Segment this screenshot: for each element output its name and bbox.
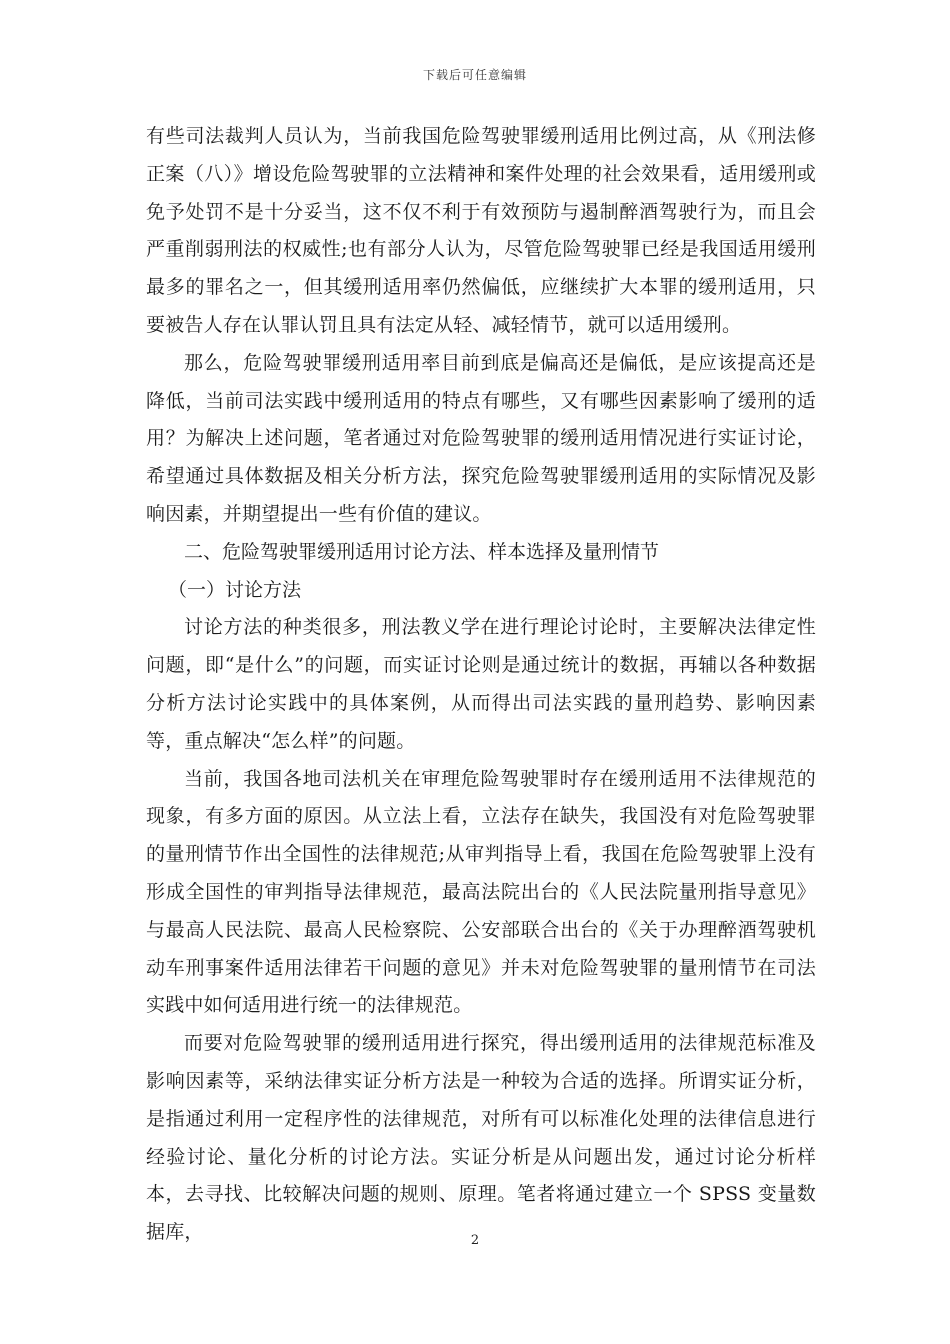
section-heading-2: 二、危险驾驶罪缓刑适用讨论方法、样本选择及量刑情节 bbox=[184, 540, 660, 563]
paragraph-1: 有些司法裁判人员认为，当前我国危险驾驶罪缓刑适用比例过高，从《刑法修正案（八）》增设危险驾驶罪的立法精神和案件处理的社会效果看，适用缓刑或免予处罚不是十分妥当，这不仅不利于有效预防与遏制醉酒驾驶行为，而且会严重削弱刑法的权威性;也有部分人认为，尽管危险驾驶罪已经是我国适用缓刑最多的罪名之一，但其缓刑适用率仍然偏低，应继续扩大本罪的缓刑适用，只要被告人存在认罪认罚且具有法定从轻、减轻情节，就可以适用缓刑。 bbox=[146, 125, 816, 336]
paragraph-4: 当前，我国各地司法机关在审理危险驾驶罪时存在缓刑适用不法律规范的现象，有多方面的原因。从立法上看，立法存在缺失，我国没有对危险驾驶罪的量刑情节作出全国性的法律规范;从审判指导上看，我国在危险驾驶罪上没有形成全国性的审判指导法律规范，最高法院出台的《人民法院量刑指导意见》与最高人民法院、最高人民检察院、公安部联合出台的《关于办理醉酒驾驶机动车刑事案件适用法律若干问题的意见》并未对危险驾驶罪的量刑情节在司法实践中如何适用进行统一的法律规范。 bbox=[146, 767, 816, 1017]
paragraph-2: 那么，危险驾驶罪缓刑适用率目前到底是偏高还是偏低，是应该提高还是降低，当前司法实践中缓刑适用的特点有哪些，又有哪些因素影响了缓刑的适用？为解决上述问题，笔者通过对危险驾驶罪的缓刑适用情况进行实证讨论，希望通过具体数据及相关分析方法，探究危险驾驶罪缓刑适用的实际情况及影响因素，并期望提出一些有价值的建议。 bbox=[146, 351, 816, 525]
paragraph-3: 讨论方法的种类很多，刑法教义学在进行理论讨论时，主要解决法律定性问题，即“是什么”的问题，而实证讨论则是通过统计的数据，再辅以各种数据分析方法讨论实践中的具体案例，从而得出司法实践的量刑趋势、影响因素等，重点解决“怎么样”的问题。 bbox=[146, 616, 816, 752]
document-body bbox=[146, 118, 816, 1252]
page-header-note: 下载后可任意编辑 bbox=[422, 68, 527, 82]
subsection-heading-2-1: （一）讨论方法 bbox=[168, 578, 302, 601]
paragraph-5: 而要对危险驾驶罪的缓刑适用进行探究，得出缓刑适用的法律规范标准及影响因素等，采纳法律实证分析方法是一种较为合适的选择。所谓实证分析，是指通过利用一定程序性的法律规范，对所有可以标准化处理的法律信息进行经验讨论、量化分析的讨论方法。实证分析是从问题出发，通过讨论分析样本，去寻找、比较解决问题的规则、原理。笔者将通过建立一个 SPSS 变量数据库， bbox=[146, 1032, 816, 1244]
page-number: 2 bbox=[470, 1233, 480, 1248]
